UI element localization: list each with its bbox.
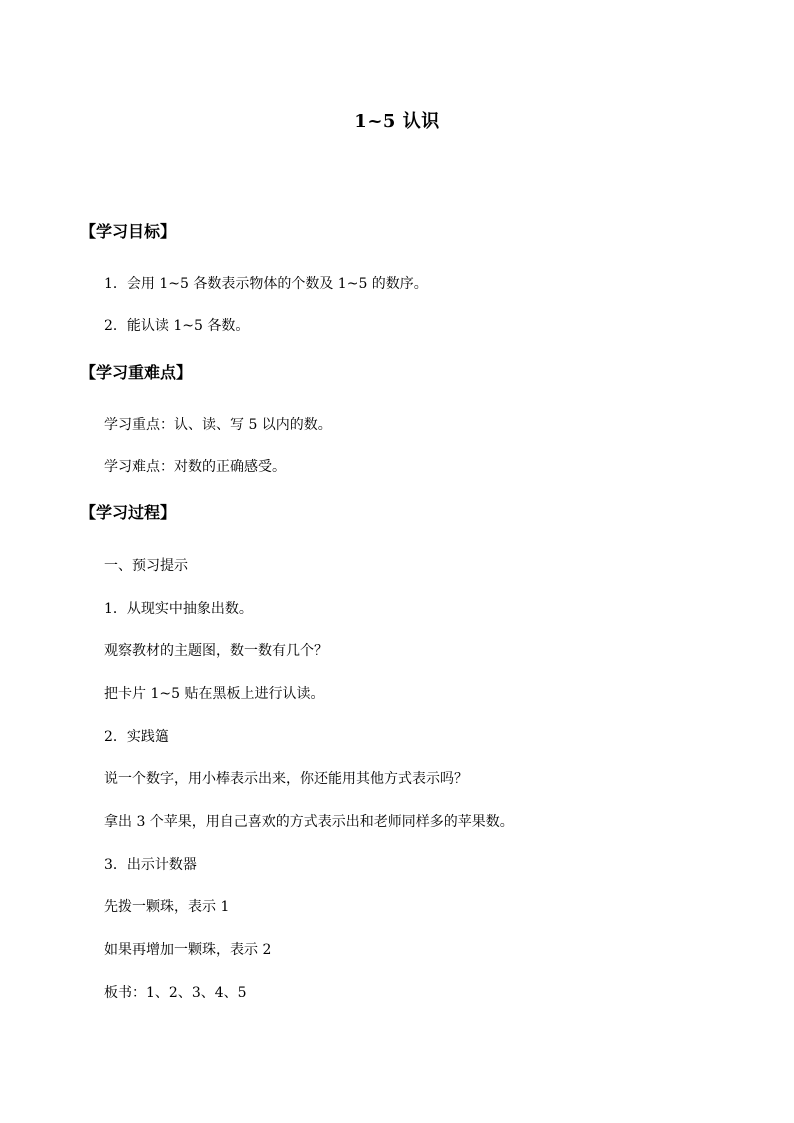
process-line-4: 把卡片 1~5 贴在黑板上进行认读。 (104, 686, 325, 702)
goal-line-1: 1．会用 1~5 各数表示物体的个数及 1~5 的数序。 (104, 276, 428, 292)
process-line-2: 1．从现实中抽象出数。 (104, 601, 253, 617)
section-heading-key-points: 【学习重难点】 (80, 363, 193, 382)
process-line-5: 2．实践簻 (104, 729, 169, 745)
process-line-3: 观察教材的主题图，数一数有几个？ (104, 643, 328, 659)
document-title: 1~5 认识 (354, 111, 440, 132)
key-point-line-1: 学习重点：认、读、写 5 以内的数。 (104, 417, 332, 433)
goal-line-2: 2．能认读 1~5 各数。 (104, 318, 250, 334)
section-heading-goals: 【学习目标】 (80, 222, 177, 241)
process-line-10: 如果再增加一颗珠，表示 2 (104, 942, 272, 958)
process-line-1: 一、预习提示 (104, 558, 188, 574)
process-line-9: 先拨一颗珠，表示 1 (104, 899, 230, 915)
process-line-6: 说一个数字，用小棒表示出来，你还能用其他方式表示吗？ (104, 771, 468, 787)
process-line-8: 3．出示计数器 (104, 857, 197, 873)
section-heading-process: 【学习过程】 (80, 503, 177, 522)
process-line-11: 板书：1、2、3、4、5 (104, 985, 247, 1001)
process-line-7: 拿出 3 个苹果，用自己喜欢的方式表示出和老师同样多的苹果数。 (104, 814, 514, 830)
key-point-line-2: 学习难点：对数的正确感受。 (104, 459, 286, 475)
